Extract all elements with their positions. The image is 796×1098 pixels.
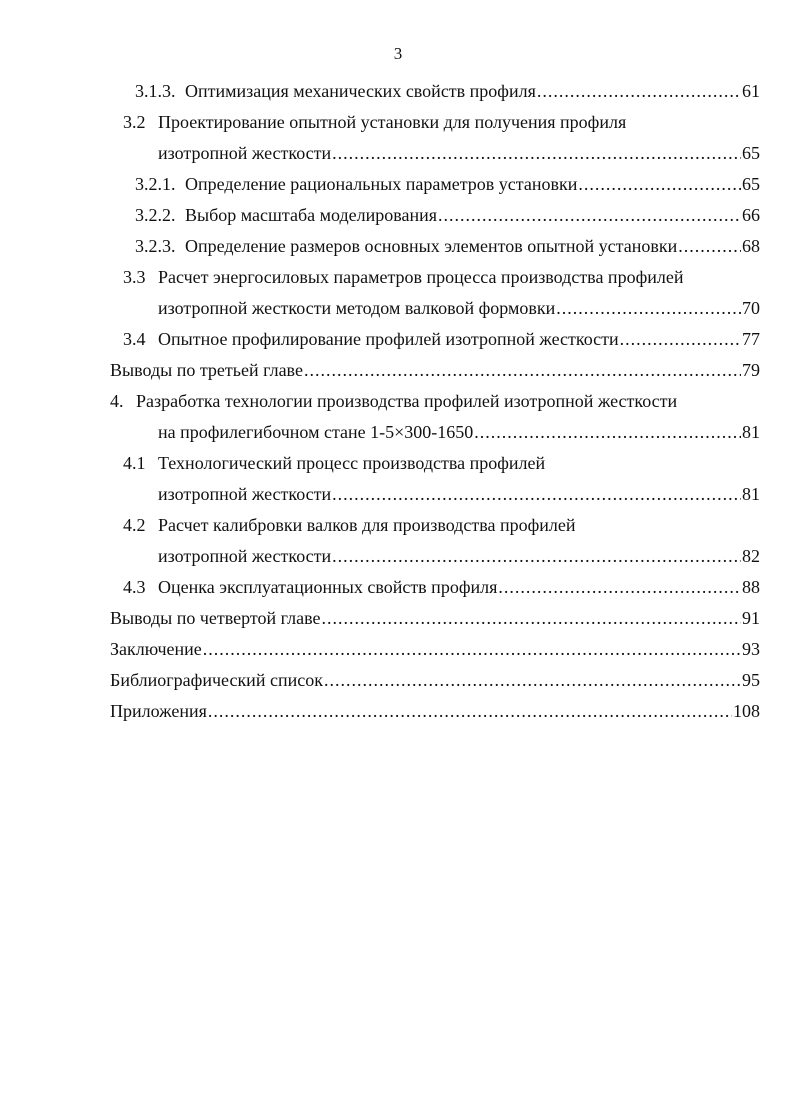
toc-entry-page: 82: [742, 546, 760, 566]
toc-entry-number: 3.4: [123, 329, 146, 349]
toc-entry-title: Оценка эксплуатационных свойств профиля: [158, 577, 498, 597]
toc-entry-page: 79: [742, 360, 760, 380]
toc-entry: [110, 659, 760, 690]
toc-entry-page: 81: [742, 422, 760, 442]
toc-entry-number: 3.2.2.: [135, 205, 176, 225]
toc-entry: [110, 318, 760, 349]
toc-leader-dots: [324, 670, 741, 690]
toc-entry-number: 4.: [110, 391, 124, 411]
toc-leader-dots: [498, 577, 741, 597]
toc-entry: [110, 225, 760, 256]
toc-entry-title: Выбор масштаба моделирования: [185, 205, 438, 225]
toc-entry: [110, 70, 760, 101]
toc-entry: [110, 194, 760, 225]
toc-entry-page: 91: [742, 608, 760, 628]
toc-entry-title: Разработка технологии производства профилей изотропной жесткости: [136, 391, 678, 411]
toc-leader-dots: [556, 298, 741, 318]
toc-entry-page: 77: [742, 329, 760, 349]
toc-entry-title-cont: на профилегибочном стане 1-5×300-1650: [158, 422, 474, 442]
table-of-contents: [110, 70, 760, 721]
toc-entry-page: 95: [742, 670, 760, 690]
toc-leader-dots: [620, 329, 741, 349]
toc-leader-dots: [537, 81, 741, 101]
toc-entry-title: Оптимизация механических свойств профиля: [185, 81, 536, 101]
toc-leader-dots: [332, 546, 741, 566]
toc-entry-title: Приложения: [110, 701, 207, 721]
toc-entry-number: 3.2.3.: [135, 236, 176, 256]
toc-leader-dots: [208, 701, 732, 721]
toc-entry: [110, 442, 760, 473]
toc-entry-page: 68: [742, 236, 760, 256]
page-number: 3: [393, 44, 403, 63]
toc-entry: [110, 504, 760, 535]
toc-entry-page: 66: [742, 205, 760, 225]
toc-entry-page: 81: [742, 484, 760, 504]
toc-leader-dots: [332, 143, 741, 163]
toc-entry-page: 108: [733, 701, 760, 721]
toc-leader-dots: [332, 484, 741, 504]
toc-entry-title: Технологический процесс производства профилей: [158, 453, 546, 473]
toc-entry-number: 4.3: [123, 577, 146, 597]
toc-leader-dots: [578, 174, 741, 194]
toc-entry-continuation: [110, 411, 760, 442]
toc-entry-continuation: [110, 287, 760, 318]
toc-entry: [110, 597, 760, 628]
toc-entry-title: Заключение: [110, 639, 202, 659]
toc-entry-page: 88: [742, 577, 760, 597]
toc-entry-title: Выводы по четвертой главе: [110, 608, 321, 628]
toc-entry: [110, 163, 760, 194]
toc-entry-number: 4.2: [123, 515, 146, 535]
toc-entry-page: 70: [742, 298, 760, 318]
toc-leader-dots: [321, 608, 741, 628]
toc-entry-number: 3.3: [123, 267, 146, 287]
toc-entry-title: Проектирование опытной установки для получения профиля: [158, 112, 627, 132]
toc-entry-continuation: [110, 473, 760, 504]
toc-entry-title: Расчет калибровки валков для производства профилей: [158, 515, 576, 535]
toc-entry-number: 3.2: [123, 112, 146, 132]
toc-entry: [110, 380, 760, 411]
toc-entry-number: 3.1.3.: [135, 81, 176, 101]
toc-leader-dots: [438, 205, 741, 225]
toc-leader-dots: [203, 639, 741, 659]
toc-entry: [110, 101, 760, 132]
toc-entry: [110, 628, 760, 659]
toc-entry: [110, 566, 760, 597]
toc-entry-title: Расчет энергосиловых параметров процесса производства профилей: [158, 267, 684, 287]
toc-entry-continuation: [110, 535, 760, 566]
toc-entry-title-cont: изотропной жесткости: [158, 546, 332, 566]
toc-entry-title: Библиографический список: [110, 670, 323, 690]
toc-entry-title: Определение рациональных параметров установки: [185, 174, 578, 194]
toc-entry-title-cont: изотропной жесткости: [158, 143, 332, 163]
toc-entry-title-cont: изотропной жесткости: [158, 484, 332, 504]
toc-leader-dots: [678, 236, 741, 256]
toc-entry-number: 3.2.1.: [135, 174, 176, 194]
toc-entry-page: 93: [742, 639, 760, 659]
toc-entry-title-cont: изотропной жесткости методом валковой формовки: [158, 298, 556, 318]
toc-entry-page: 61: [742, 81, 760, 101]
toc-entry-title: Выводы по третьей главе: [110, 360, 303, 380]
toc-entry: [110, 256, 760, 287]
toc-entry-page: 65: [742, 174, 760, 194]
toc-entry-page: 65: [742, 143, 760, 163]
toc-entry: [110, 690, 760, 721]
toc-entry: [110, 349, 760, 380]
toc-entry-continuation: [110, 132, 760, 163]
toc-leader-dots: [474, 422, 741, 442]
toc-entry-title: Опытное профилирование профилей изотропной жесткости: [158, 329, 619, 349]
toc-leader-dots: [304, 360, 741, 380]
toc-entry-title: Определение размеров основных элементов опытной установки: [185, 236, 678, 256]
toc-entry-number: 4.1: [123, 453, 146, 473]
